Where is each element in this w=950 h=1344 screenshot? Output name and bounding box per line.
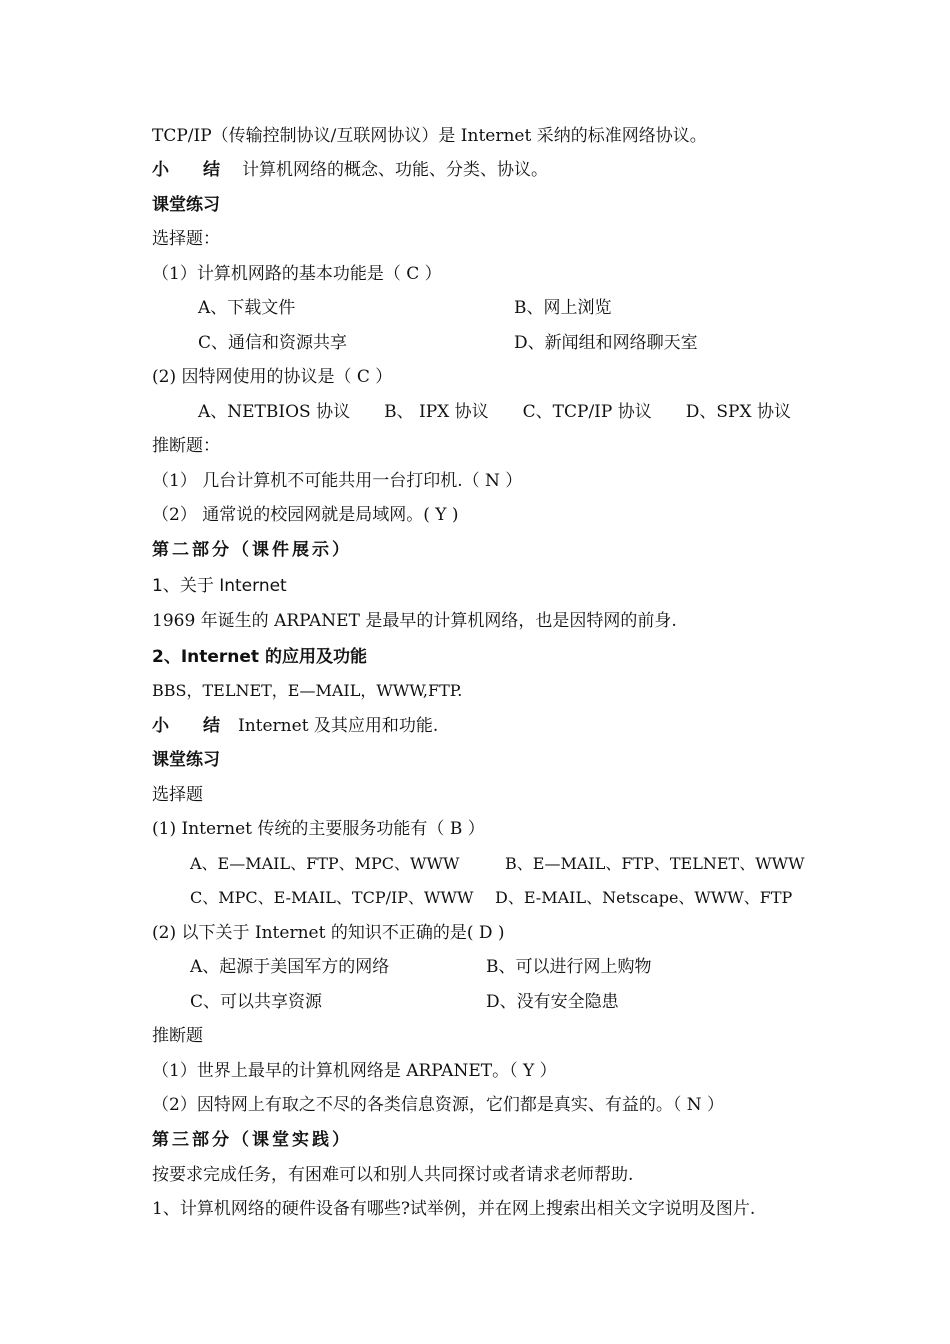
judge-1-2: （2） 通常说的校园网就是局域网。( Y ) — [152, 505, 459, 525]
option-b: B、E—MAIL、FTP、TELNET、WWW — [505, 854, 805, 873]
part3-heading: 第三部分（课堂实践） — [152, 1130, 352, 1150]
question-1-1: （1）计算机网路的基本功能是（ C ） — [152, 264, 442, 284]
option-c: C、通信和资源共享 — [198, 333, 348, 353]
part2-text2: BBS，TELNET，E—MAIL，WWW,FTP. — [152, 681, 463, 700]
option-d: D、新闻组和网络聊天室 — [514, 333, 698, 353]
summary-1 — [152, 158, 548, 182]
option-a: A、下载文件 — [198, 298, 296, 318]
part2-heading: 第二部分（课件展示） — [152, 540, 352, 560]
judge-heading-1: 推断题： — [152, 436, 220, 456]
part2-text1: 1969 年诞生的 ARPANET 是最早的计算机网络，也是因特网的前身. — [152, 611, 677, 631]
choice-heading-2: 选择题 — [152, 785, 203, 805]
option-d: D、没有安全隐患 — [486, 992, 619, 1012]
question-2-1: (1) Internet 传统的主要服务功能有（ B ） — [152, 819, 485, 839]
option-b: B、网上浏览 — [514, 298, 612, 318]
judge-2-2: （2）因特网上有取之不尽的各类信息资源，它们都是真实、有益的。（ N ） — [152, 1095, 724, 1115]
option-a: A、起源于美国军方的网络 — [190, 957, 390, 977]
tcpip-line: TCP/IP（传输控制协议/互联网协议）是 Internet 采纳的标准网络协议。 — [152, 126, 707, 146]
summary-label: 小 结 — [152, 716, 220, 736]
judge-1-1: （1） 几台计算机不可能共用一台打印机.（ N ） — [152, 471, 523, 491]
summary-text: Internet 及其应用和功能. — [238, 716, 439, 736]
choice-heading-1: 选择题： — [152, 229, 220, 249]
part2-sub1: 1、关于 Internet — [152, 576, 287, 596]
option-a: A、E—MAIL、FTP、MPC、WWW — [190, 854, 460, 873]
part3-intro: 按要求完成任务，有困难可以和别人共同探讨或者请求老师帮助. — [152, 1165, 634, 1185]
option-c: C、可以共享资源 — [190, 992, 323, 1012]
option-b: B、可以进行网上购物 — [486, 957, 652, 977]
question-1-2: (2) 因特网使用的协议是（ C ） — [152, 367, 393, 387]
question-2-2: (2) 以下关于 Internet 的知识不正确的是( D ) — [152, 923, 505, 943]
judge-2-1: （1）世界上最早的计算机网络是 ARPANET。（ Y ） — [152, 1061, 557, 1081]
judge-heading-2: 推断题 — [152, 1026, 203, 1046]
practice-heading-2: 课堂练习 — [152, 750, 220, 770]
part3-task1: 1、计算机网络的硬件设备有哪些?试举例，并在网上搜索出相关文字说明及图片. — [152, 1199, 756, 1219]
option-d: D、E-MAIL、Netscape、WWW、FTP — [495, 888, 793, 907]
practice-heading-1: 课堂练习 — [152, 195, 220, 215]
summary-label: 小 结 — [152, 160, 220, 180]
summary-2 — [152, 714, 438, 738]
question-1-2-options: A、NETBIOS 协议 B、 IPX 协议 C、TCP/IP 协议 D、SPX 协议 — [198, 402, 791, 422]
summary-text: 计算机网络的概念、功能、分类、协议。 — [242, 160, 548, 180]
option-c: C、MPC、E-MAIL、TCP/IP、WWW — [190, 888, 474, 907]
part2-sub2: 2、Internet 的应用及功能 — [152, 647, 367, 667]
